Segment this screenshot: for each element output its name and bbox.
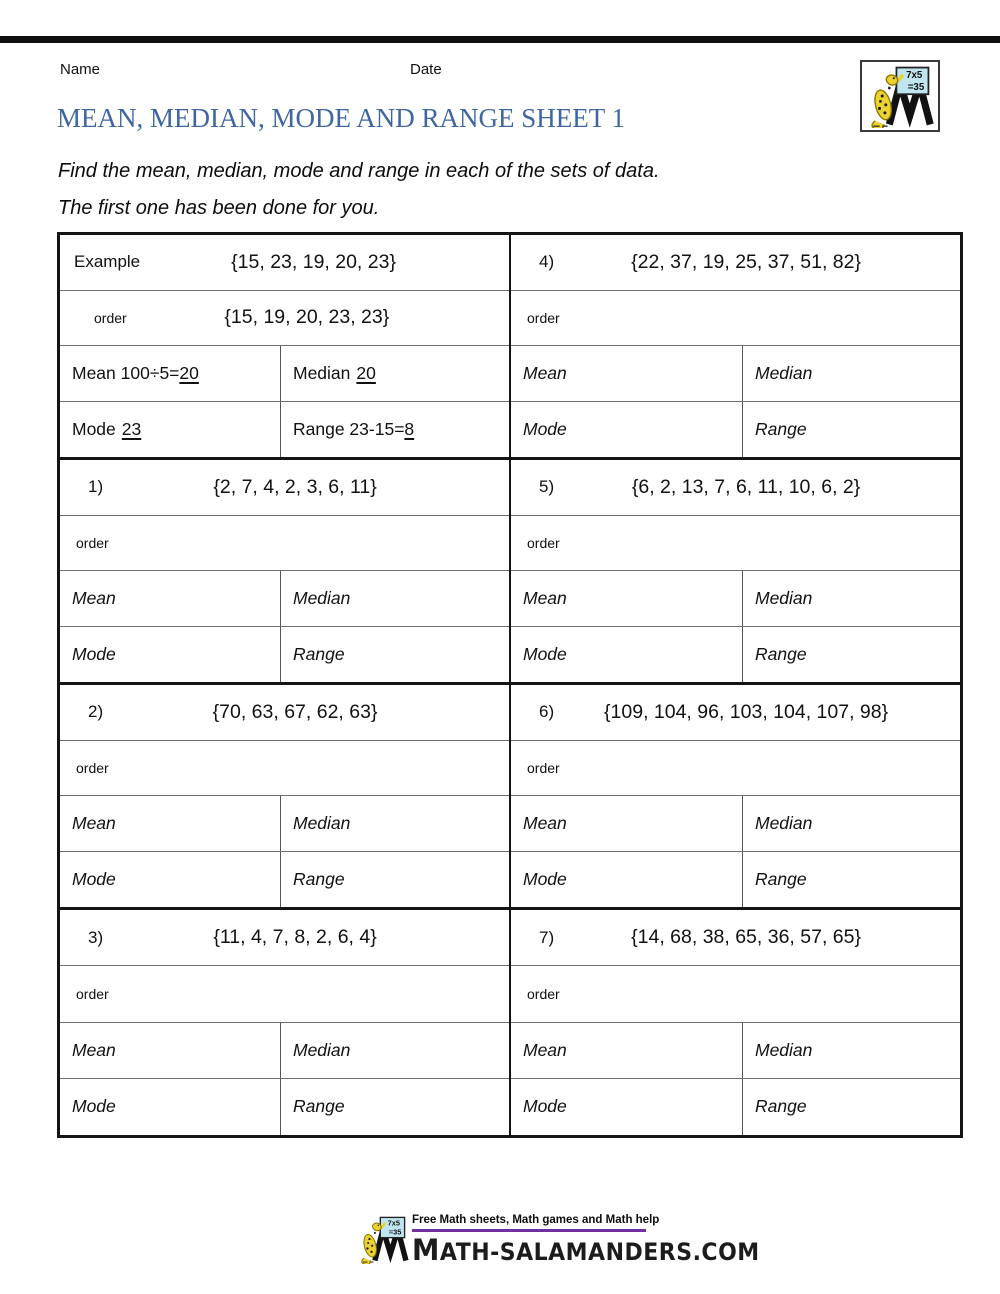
block-row-3 bbox=[60, 685, 960, 910]
problem-mode-range-row bbox=[60, 1079, 509, 1135]
problem-mode-range-row bbox=[511, 1079, 960, 1135]
problem-mean-median-row bbox=[511, 796, 960, 852]
board-text-line2: =35 bbox=[907, 81, 925, 93]
salamander-eye bbox=[378, 1225, 379, 1226]
order-label: order bbox=[527, 534, 560, 551]
mode-label: Mode bbox=[72, 643, 116, 664]
block-row-2 bbox=[60, 460, 960, 685]
range-cell bbox=[281, 852, 509, 908]
salamander-body bbox=[872, 88, 894, 121]
mode-worked-label: Mode bbox=[72, 418, 116, 439]
example-block bbox=[60, 235, 511, 457]
example-mean-cell bbox=[60, 346, 281, 401]
range-worked-label: Range 23-15= bbox=[293, 418, 405, 439]
problem-order-row bbox=[60, 516, 509, 572]
instruction-line-2: The first one has been done for you. bbox=[58, 197, 380, 219]
problem-number: 3) bbox=[88, 927, 104, 947]
footer-purple-rule bbox=[412, 1229, 646, 1232]
example-label: Example bbox=[74, 252, 141, 272]
order-label: order bbox=[76, 985, 109, 1002]
block-row-4 bbox=[60, 910, 960, 1135]
problem-number: 4) bbox=[539, 252, 555, 272]
problem-block-1 bbox=[60, 460, 511, 682]
median-label: Median bbox=[755, 1039, 813, 1060]
mode-cell bbox=[60, 627, 281, 683]
median-label: Median bbox=[755, 812, 813, 833]
example-set: {15, 23, 19, 20, 23} bbox=[231, 250, 396, 273]
problem-set: {6, 2, 13, 7, 6, 11, 10, 6, 2} bbox=[631, 475, 861, 498]
problem-order-row bbox=[511, 516, 960, 572]
median-cell bbox=[743, 1023, 960, 1078]
mean-cell bbox=[511, 571, 743, 626]
board-text-line1: 7x5 bbox=[387, 1218, 400, 1228]
median-cell bbox=[743, 346, 960, 401]
problem-mean-median-row bbox=[60, 571, 509, 627]
range-cell bbox=[281, 1079, 509, 1135]
problem-mode-range-row bbox=[511, 852, 960, 908]
worksheet-table bbox=[57, 232, 963, 1138]
mean-cell bbox=[511, 796, 743, 851]
median-cell bbox=[743, 796, 960, 851]
median-cell bbox=[281, 571, 509, 626]
block-row-1 bbox=[60, 235, 960, 460]
instruction-line-1: Find the mean, median, mode and range in each of the sets of data. bbox=[58, 160, 660, 182]
salamander-eye bbox=[893, 77, 895, 79]
problem-set-row bbox=[511, 460, 960, 516]
mean-label: Mean bbox=[523, 1039, 567, 1060]
order-label: order bbox=[76, 759, 109, 776]
mean-cell bbox=[60, 796, 281, 851]
mode-label: Mode bbox=[72, 1096, 116, 1117]
problem-number: 1) bbox=[88, 477, 104, 497]
problem-order-row bbox=[511, 291, 960, 347]
problem-mean-median-row bbox=[60, 796, 509, 852]
problem-mode-range-row bbox=[60, 627, 509, 683]
mean-label: Mean bbox=[523, 812, 567, 833]
footer-tagline: Free Math sheets, Math games and Math help bbox=[412, 1214, 660, 1226]
median-cell bbox=[743, 571, 960, 626]
problem-number: 2) bbox=[88, 702, 104, 722]
problem-mean-median-row bbox=[511, 346, 960, 402]
mode-cell bbox=[60, 1079, 281, 1135]
problem-mode-range-row bbox=[511, 402, 960, 458]
salamander-tail bbox=[362, 1258, 371, 1264]
mean-label: Mean bbox=[523, 362, 567, 383]
mean-cell bbox=[511, 346, 743, 401]
order-label: order bbox=[527, 309, 560, 326]
median-answer: 20 bbox=[356, 362, 376, 383]
problem-mean-median-row bbox=[511, 571, 960, 627]
range-label: Range bbox=[755, 418, 807, 439]
example-order-row bbox=[60, 291, 509, 347]
problem-order-row bbox=[60, 966, 509, 1022]
example-set-row bbox=[60, 235, 509, 291]
problem-set: {14, 68, 38, 65, 36, 57, 65} bbox=[631, 926, 861, 949]
mode-label: Mode bbox=[72, 868, 116, 889]
mode-label: Mode bbox=[523, 1096, 567, 1117]
problem-set: {109, 104, 96, 103, 104, 107, 98} bbox=[604, 700, 889, 723]
problem-set-row bbox=[60, 910, 509, 966]
board-text-line2: =35 bbox=[388, 1227, 402, 1237]
range-label: Range bbox=[293, 868, 345, 889]
range-label: Range bbox=[293, 1096, 345, 1117]
median-label: Median bbox=[293, 1039, 351, 1060]
problem-block-3 bbox=[60, 910, 511, 1135]
problem-set: {70, 63, 67, 62, 63} bbox=[212, 700, 378, 723]
median-label: Median bbox=[293, 587, 351, 608]
mean-worked-label: Mean 100÷5= bbox=[72, 362, 180, 383]
range-label: Range bbox=[755, 868, 807, 889]
problem-set-row bbox=[60, 685, 509, 741]
problem-order-row bbox=[511, 966, 960, 1022]
mode-label: Mode bbox=[523, 418, 567, 439]
order-label: order bbox=[527, 759, 560, 776]
problem-set: {11, 4, 7, 8, 2, 6, 4} bbox=[213, 926, 377, 949]
range-cell bbox=[743, 1079, 960, 1135]
problem-set-row bbox=[511, 685, 960, 741]
example-mode-range-row bbox=[60, 402, 509, 458]
example-median-cell bbox=[281, 346, 509, 401]
problem-block-6 bbox=[511, 685, 960, 907]
board-text-line1: 7x5 bbox=[906, 70, 923, 82]
problem-set-row bbox=[511, 910, 960, 966]
problem-mode-range-row bbox=[511, 627, 960, 683]
problem-set-row bbox=[60, 460, 509, 516]
page-title: MEAN, MEDIAN, MODE AND RANGE SHEET 1 bbox=[57, 103, 625, 133]
example-mean-median-row bbox=[60, 346, 509, 402]
mean-label: Mean bbox=[523, 587, 567, 608]
mode-answer: 23 bbox=[121, 418, 142, 439]
problem-set-row bbox=[511, 235, 960, 291]
example-ordered-set: {15, 19, 20, 23, 23} bbox=[224, 306, 390, 329]
footer-text-block bbox=[412, 1214, 760, 1268]
problem-number: 7) bbox=[539, 927, 555, 947]
range-label: Range bbox=[755, 643, 807, 664]
problem-mean-median-row bbox=[511, 1023, 960, 1079]
problem-mean-median-row bbox=[60, 1023, 509, 1079]
example-range-cell bbox=[281, 402, 509, 458]
order-label: order bbox=[527, 985, 560, 1002]
range-cell bbox=[743, 852, 960, 908]
range-cell bbox=[743, 402, 960, 458]
mode-cell bbox=[511, 627, 743, 683]
mean-cell bbox=[60, 571, 281, 626]
salamander-body bbox=[362, 1233, 379, 1258]
problem-block-5 bbox=[511, 460, 960, 682]
mode-cell bbox=[60, 852, 281, 908]
mode-cell bbox=[511, 402, 743, 458]
site-name: MATH-SALAMANDERS.COM bbox=[412, 1233, 760, 1268]
median-label: Median bbox=[293, 812, 351, 833]
mode-cell bbox=[511, 1079, 743, 1135]
date-label: Date bbox=[410, 61, 442, 78]
mean-cell bbox=[60, 1023, 281, 1078]
problem-order-row bbox=[60, 741, 509, 797]
mode-cell bbox=[511, 852, 743, 908]
salamander-tail bbox=[872, 121, 884, 128]
mean-label: Mean bbox=[72, 1039, 116, 1060]
salamander-logo-box bbox=[860, 60, 940, 132]
name-label: Name bbox=[60, 61, 101, 78]
footer-salamander-logo-icon bbox=[356, 1214, 410, 1264]
problem-set: {22, 37, 19, 25, 37, 51, 82} bbox=[631, 250, 861, 273]
mode-label: Mode bbox=[523, 868, 567, 889]
example-mode-cell bbox=[60, 402, 281, 458]
problem-set: {2, 7, 4, 2, 3, 6, 11} bbox=[213, 475, 377, 498]
range-answer: 8 bbox=[404, 418, 415, 439]
median-cell bbox=[281, 1023, 509, 1078]
median-label: Median bbox=[755, 362, 813, 383]
salamander-at-easel-icon bbox=[864, 64, 936, 128]
mean-label: Mean bbox=[72, 812, 116, 833]
range-cell bbox=[743, 627, 960, 683]
problem-mode-range-row bbox=[60, 852, 509, 908]
problem-block-7 bbox=[511, 910, 960, 1135]
range-cell bbox=[281, 627, 509, 683]
mean-answer: 20 bbox=[179, 362, 199, 383]
mean-label: Mean bbox=[72, 587, 116, 608]
problem-number: 5) bbox=[539, 477, 555, 497]
order-label: order bbox=[94, 309, 127, 326]
problem-number: 6) bbox=[539, 702, 555, 722]
top-double-rule bbox=[0, 36, 1000, 43]
problem-order-row bbox=[511, 741, 960, 797]
median-label: Median bbox=[755, 587, 813, 608]
problem-block-2 bbox=[60, 685, 511, 907]
footer-branding bbox=[356, 1208, 760, 1272]
problem-block-4 bbox=[511, 235, 960, 457]
median-worked-label: Median bbox=[293, 362, 351, 383]
mean-cell bbox=[511, 1023, 743, 1078]
median-cell bbox=[281, 796, 509, 851]
mode-label: Mode bbox=[523, 643, 567, 664]
range-label: Range bbox=[293, 643, 345, 664]
order-label: order bbox=[76, 534, 109, 551]
range-label: Range bbox=[755, 1096, 807, 1117]
